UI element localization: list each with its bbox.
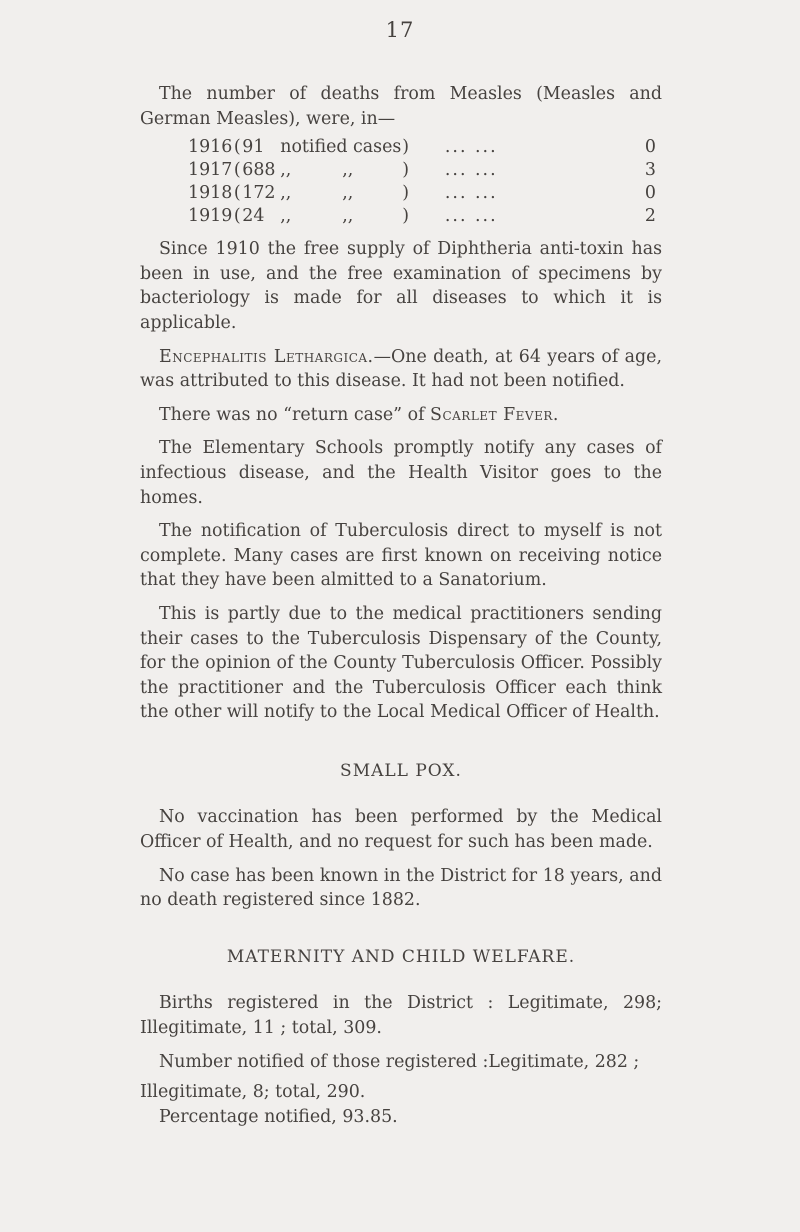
tuberculosis-notification-paragraph: The notification of Tuberculosis direct to myself is not complete. Many cases are first known on receiving notice that they have been almitted to a Sanatorium. [140, 521, 662, 591]
death-count: 0 [644, 137, 656, 158]
maternity-heading: MATERNITY AND CHILD WELFARE. [226, 946, 576, 967]
measles-year: 1918 [188, 183, 233, 204]
measles-row [140, 182, 662, 205]
notified-count: 91 [242, 137, 265, 158]
vaccination-paragraph: No vaccination has been performed by the Medical Officer of Health, and no request for such has been made. [140, 807, 662, 853]
measles-deaths-table [140, 136, 662, 228]
scarlet-fever-paragraph [140, 403, 662, 428]
ditto-mark: ,, [342, 206, 354, 227]
dot-leader: ... ... [444, 183, 498, 204]
notified-count: 172 [242, 183, 276, 204]
diphtheria-paragraph: Since 1910 the free supply of Diphtheria anti-toxin has been in use, and the free examination of specimens by bacteriology is made for all diseases to which it is applicable. [140, 239, 662, 333]
notified-line-2: Illegitimate, 8; total, 290. [140, 1082, 366, 1103]
dot-leader: ... ... [444, 160, 498, 181]
encephalitis-title: Encephalitis Lethargica. [159, 346, 374, 367]
measles-row [140, 159, 662, 182]
ditto-mark: ,, [280, 160, 292, 181]
notified-label: notified cases [280, 137, 402, 158]
open-paren: ( [233, 206, 241, 227]
close-paren: ) [402, 183, 410, 204]
notified-count: 688 [242, 160, 276, 181]
ditto-mark: ,, [280, 183, 292, 204]
tuberculosis-reason-paragraph: This is partly due to the medical practitioners sending their cases to the Tuberculosis Dispensary of the County, for the opinion of the County Tuberculosis Officer. Possibly the practitioner and the Tuberculosis Officer each think the other will notify to the Local Medical Officer of Health. [140, 603, 662, 723]
measles-year: 1916 [188, 137, 233, 158]
percentage-notified: Percentage notified, 93.85. [159, 1106, 398, 1127]
death-count: 0 [644, 183, 656, 204]
open-paren: ( [233, 137, 241, 158]
small-pox-heading: SMALL POX. [340, 760, 462, 781]
death-count: 3 [644, 160, 656, 181]
page-number: 17 [385, 18, 415, 42]
measles-year: 1919 [188, 206, 233, 227]
ditto-mark: ,, [280, 206, 292, 227]
measles-year: 1917 [188, 160, 233, 181]
close-paren: ) [402, 160, 410, 181]
dot-leader: ... ... [444, 137, 498, 158]
small-pox-history-paragraph: No case has been known in the District for 18 years, and no death registered since 1882. [140, 865, 662, 911]
close-paren: ) [402, 137, 410, 158]
births-paragraph: Births registered in the District : Legitimate, 298; Illegitimate, 11 ; total, 309. [140, 993, 662, 1039]
open-paren: ( [233, 183, 241, 204]
death-count: 2 [644, 206, 656, 227]
measles-row [140, 205, 662, 228]
ditto-mark: ,, [342, 160, 354, 181]
notified-line-1: Number notified of those registered :Legitimate, 282 ; [159, 1051, 640, 1072]
encephalitis-text: —One death, at 64 years of age, was attributed to this disease. It had not been notified. [140, 346, 662, 392]
close-paren: ) [402, 206, 410, 227]
encephalitis-paragraph [140, 345, 662, 394]
scarlet-fever-name: Scarlet Fever. [430, 404, 559, 425]
scarlet-prefix: There was no “return case” of [159, 404, 431, 425]
ditto-mark: ,, [342, 183, 354, 204]
measles-row [140, 136, 662, 159]
measles-intro: The number of deaths from Measles (Measles and German Measles), were, in— [140, 84, 662, 129]
open-paren: ( [233, 160, 241, 181]
document-body [140, 82, 662, 1129]
dot-leader: ... ... [444, 206, 498, 227]
schools-paragraph: The Elementary Schools promptly notify any cases of infectious disease, and the Health Visitor goes to the homes. [140, 438, 662, 508]
notified-count: 24 [242, 206, 265, 227]
